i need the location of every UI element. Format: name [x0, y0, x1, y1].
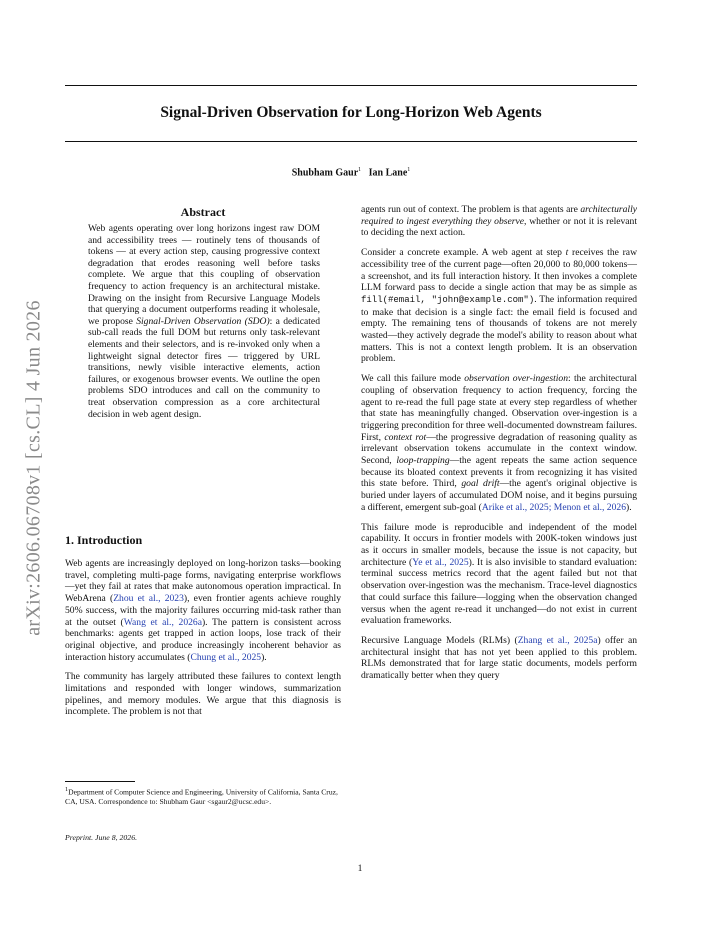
- right-column: [361, 204, 637, 690]
- abstract-heading: Abstract: [180, 205, 226, 219]
- text-run: . The information required to make that decision is a single fact: the email field is focused and empty. The remaining tens of thousands of tokens are not merely wasted—they actively degrade the model's ability to reason about what matters. This is not a context length problem. It is an observation problem.: [361, 293, 638, 365]
- text-run: ). It is also invisible to standard evaluation: terminal success metrics record that the agent failed but not that observation over-ingestion was the mechanism. Trace-level diagnostics that could surface this failure—logging when the observation changed versus when the agent re-read it unchanged—do not exist in current evaluation frameworks.: [361, 556, 637, 627]
- author-affiliation-mark: 1: [407, 167, 411, 173]
- emphasis-text: loop-trapping: [396, 455, 450, 467]
- body-paragraph: [361, 204, 637, 239]
- text-run: —the agent repeats the same action sequence because its bloated context prevents it from recognizing it has visited this state before. Third,: [361, 455, 637, 490]
- text-run: This failure mode is reproducible and independent of the model capability. It occurs in frontier models with 200K-token windows just as it occurs in smaller models, because the issue is not capacity, but architecture (: [361, 521, 637, 568]
- emphasis-text: context rot: [384, 431, 427, 443]
- citation-link[interactable]: Zhang et al., 2025a: [517, 634, 598, 646]
- abstract-paragraph: [88, 223, 320, 420]
- arxiv-sidebar: [14, 258, 54, 678]
- text-run: Consider a concrete example. A web agent at step: [361, 247, 566, 259]
- text-run: ).: [261, 651, 267, 663]
- author-affiliation-mark: 1: [358, 167, 362, 173]
- footnote-marker: 1: [65, 786, 69, 793]
- body-paragraph: [65, 671, 341, 718]
- footnote-text: Department of Computer Science and Engineering, University of California, Santa Cruz, CA, USA. Correspondence to: Shubham Gaur <sgaur2@ucsc.edu>.: [65, 787, 338, 806]
- text-run: —the progressive degradation of reasoning quality as irrelevant observation tokens accumulate in the context window. Second,: [361, 431, 637, 467]
- arxiv-identifier: arXiv:2606.06708v1 [cs.CL] 4 Jun 2026: [22, 300, 45, 636]
- emphasis-text: architecturally required to ingest everything they observe: [361, 204, 637, 227]
- citation-link[interactable]: Wang et al., 2026a: [123, 616, 202, 628]
- text-run: —the agent's original objective is buried under layers of accumulated DOM noise, and it begins pursuing a different, emergent sub-goal (: [361, 478, 637, 513]
- author-list: [65, 167, 637, 178]
- section-heading-introduction: 1. Introduction: [65, 533, 143, 547]
- introduction-left-column: [65, 558, 341, 726]
- title-bottom-rule: [65, 141, 637, 142]
- text-run: ) offer an architectural insight that has not yet been applied to this problem. RLMs demonstrated that for large static documents, models perform dramatically better when they query: [361, 634, 638, 682]
- text-run: ). The pattern is consistent across benchmarks: agents get trapped in action loops, lose track of their original objective, and produce increasingly incoherent behavior as interaction history accumulates (: [65, 616, 341, 663]
- body-paragraph: [361, 635, 637, 682]
- text-run: The community has largely attributed these failures to context length limitations and responded with longer windows, summarization pipelines, and memory modules. We argue that this diagnosis is incomplete. The problem is not that: [65, 671, 341, 718]
- text-run: : the architectural coupling of observation frequency to action frequency, forcing the agent to re-read the full page state at every step regardless of whether that state has meaningfully changed. Observation over-ingestion is a triggering precondition for three well-documented downstream failures. First,: [361, 373, 637, 443]
- abstract-body: [88, 223, 320, 428]
- citation-link[interactable]: Arike et al., 2025; Menon et al., 2026: [481, 501, 626, 513]
- body-paragraph: [361, 522, 637, 627]
- body-paragraph: [361, 247, 637, 365]
- preprint-note: Preprint. June 8, 2026.: [65, 833, 138, 842]
- text-run: Recursive Language Models (RLMs) (: [361, 634, 518, 646]
- emphasis-text: Signal-Driven Observation (SDO): [136, 315, 270, 327]
- emphasis-text: t: [565, 247, 569, 259]
- text-run: agents run out of context. The problem is that agents are: [361, 204, 581, 215]
- text-run: ).: [626, 501, 632, 513]
- text-run: : a dedicated sub-call reads the full DOM but returns only task-relevant elements and their selectors, and is re-invoked only when a lightweight signal detector fires — triggered by URL transitions, newly visible interactive elements, action failures, or exogenous browser events. We outline the open problems SDO introduces and call on the community to treat observation compression as a core architectural decision in web agent design.: [88, 315, 320, 420]
- inline-code: fill(#email, "john@example.com"): [361, 294, 535, 305]
- text-run: Web agents operating over long horizons ingest raw DOM and accessibility trees — routinely tens of thousands of tokens — at every action step, causing progressive context degradation that erodes reasoning well before tasks complete. We argue that this coupling of observation frequency to action frequency is an architectural mistake. Drawing on the insight from Recursive Language Models that querying a document outperforms reading it wholesale, we propose: [88, 223, 320, 327]
- affiliation-footnote: [65, 785, 341, 806]
- author-name: Shubham Gaur: [291, 167, 359, 179]
- body-paragraph: [65, 558, 341, 663]
- emphasis-text: goal drift: [461, 478, 500, 490]
- citation-link[interactable]: Zhou et al., 2023: [113, 593, 184, 605]
- text-run: We call this failure mode: [361, 373, 465, 385]
- citation-link[interactable]: Chung et al., 2025: [190, 651, 262, 663]
- paper-title: Signal-Driven Observation for Long-Horizon Web Agents: [160, 104, 542, 121]
- emphasis-text: observation over-ingestion: [464, 373, 569, 385]
- citation-link[interactable]: Ye et al., 2025: [412, 556, 469, 568]
- author-name: Ian Lane: [368, 167, 408, 179]
- title-top-rule: [65, 85, 637, 86]
- body-paragraph: [361, 373, 637, 513]
- text-run: , whether or not it is relevant to deciding the next action.: [361, 215, 638, 239]
- footnote-rule: [65, 781, 135, 782]
- text-run: ), even frontier agents achieve roughly 50% success, with the majority failures occurring mid-task rather than at the outset (: [65, 593, 342, 628]
- text-run: receives the raw accessibility tree of the current page—often 20,000 to 80,000 tokens—a screenshot, and its full interaction history. It then invokes a complete LLM forward pass to decide a single action that may be as simple as: [361, 247, 637, 294]
- text-run: Web agents are increasingly deployed on long-horizon tasks—booking travel, completing multi-page forms, navigating enterprise workflows—yet they fail at rates that make autonomous operation impractical. In WebArena (: [65, 558, 341, 605]
- page-number: 1: [357, 863, 363, 874]
